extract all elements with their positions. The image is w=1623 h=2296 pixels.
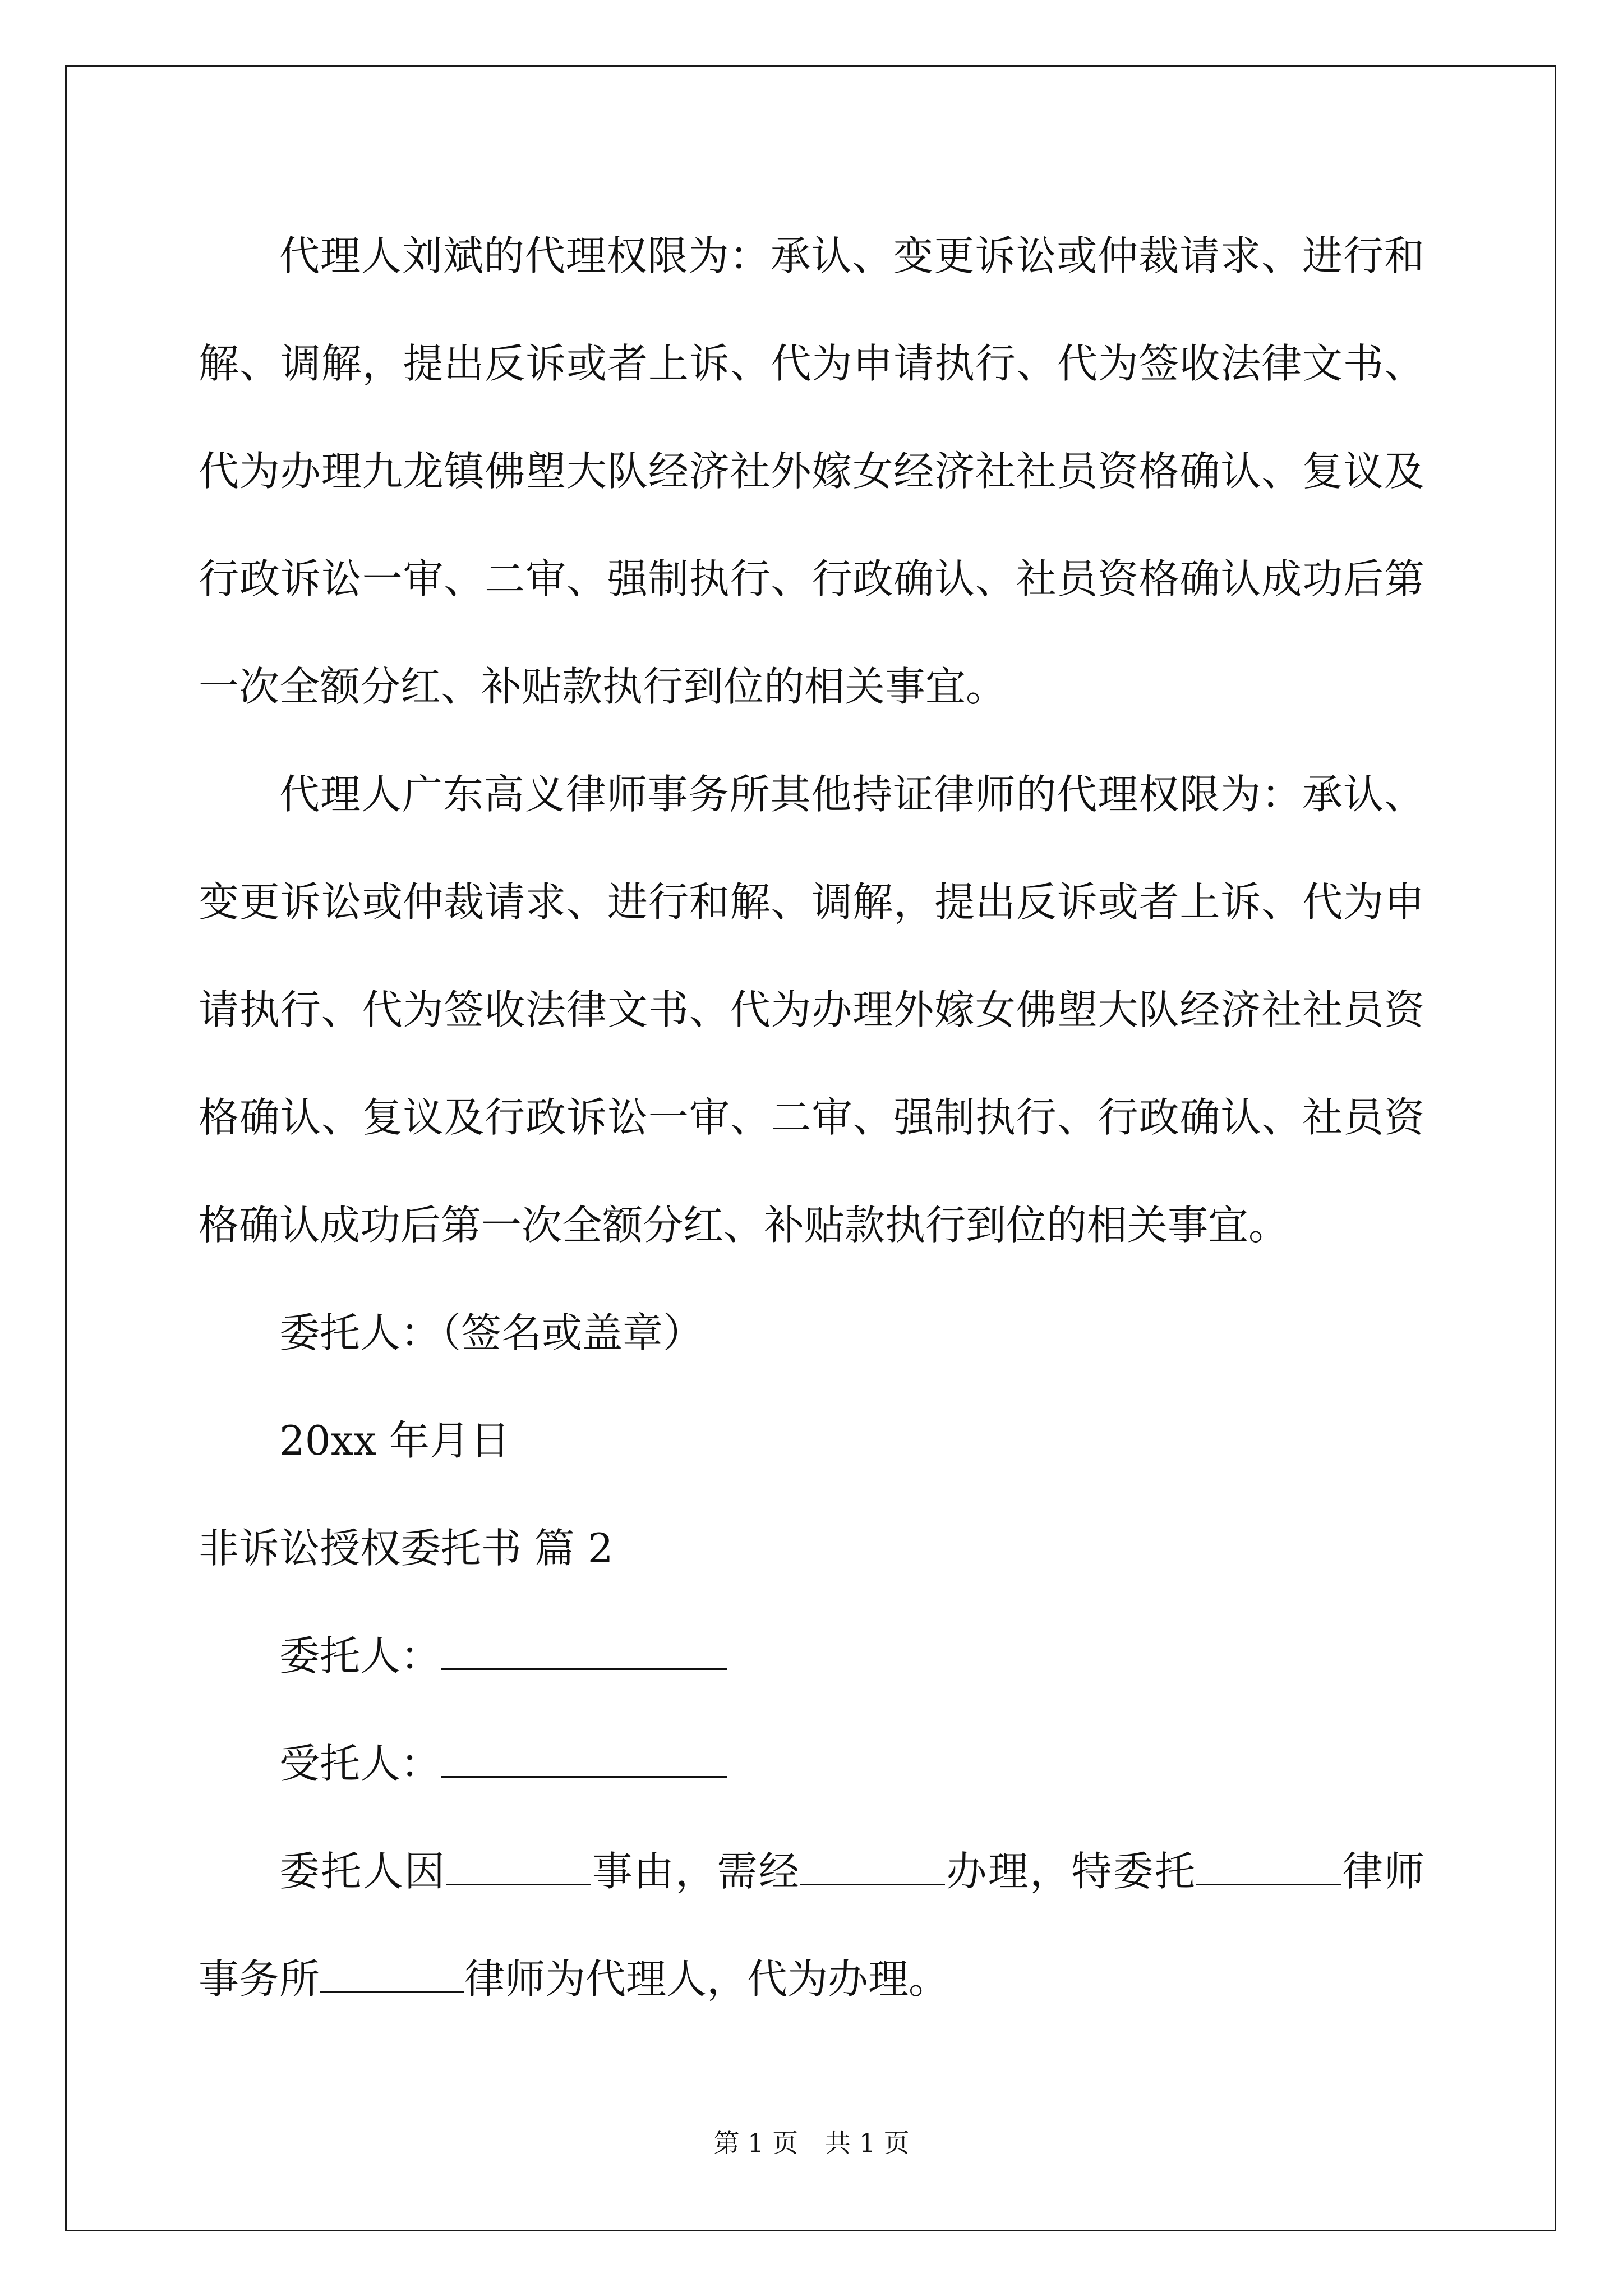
paragraph-other-lawyers-authority: 代理人广东高义律师事务所其他持证律师的代理权限为：承认、变更诉讼或仲裁请求、进行和解、调解，提出反诉或者上诉、代为申请执行、代为签收法律文书、代为办理外嫁女佛塱大队经济社社员资格确认、复议及行政诉讼一审、二审、强制执行、行政确认、社员资格确认成功后第一次全额分红、补贴款执行到位的相关事宜。 xyxy=(199,771,1424,1249)
entrust-paragraph xyxy=(199,1818,1424,2033)
entrust-text-1: 委托人因 xyxy=(279,1848,446,1895)
section-heading: 非诉讼授权委托书 篇 2 xyxy=(199,1525,614,1572)
page-number-total: 共 1 页 xyxy=(825,2128,910,2158)
paragraph-agent-liu-authority: 代理人刘斌的代理权限为：承认、变更诉讼或仲裁请求、进行和解、调解，提出反诉或者上诉、代为申请执行、代为签收法律文书、代为办理九龙镇佛塱大队经济社外嫁女经济社社员资格确认、复议及行政诉讼一审、二审、强制执行、行政确认、社员资格确认成功后第一次全额分红、补贴款执行到位的相关事宜。 xyxy=(199,232,1424,710)
document-body xyxy=(199,202,1424,2033)
page-footer xyxy=(0,2123,1623,2160)
agent-line xyxy=(199,1710,1424,1818)
principal-label: 委托人： xyxy=(279,1632,441,1680)
handler-blank xyxy=(800,1850,945,1885)
signature-line: 委托人：（签名或盖章） xyxy=(279,1309,704,1356)
reason-blank xyxy=(446,1850,591,1885)
entrust-text-5: 律师为代理人，代为办理。 xyxy=(464,1955,949,2003)
agent-blank xyxy=(441,1742,727,1778)
principal-line xyxy=(199,1602,1424,1710)
page-number-current: 第 1 页 xyxy=(713,2128,798,2158)
principal-blank xyxy=(441,1635,727,1670)
date-line: 20xx 年月日 xyxy=(279,1417,510,1464)
agent-label: 受托人： xyxy=(279,1740,441,1787)
entrust-text-2: 事由，需经 xyxy=(591,1848,801,1895)
lawyer-blank xyxy=(320,1958,464,1993)
law-firm-blank xyxy=(1196,1850,1341,1885)
entrust-text-4: 律师事务所 xyxy=(199,1848,1424,2003)
entrust-text-3: 办理，特委托 xyxy=(945,1848,1197,1895)
